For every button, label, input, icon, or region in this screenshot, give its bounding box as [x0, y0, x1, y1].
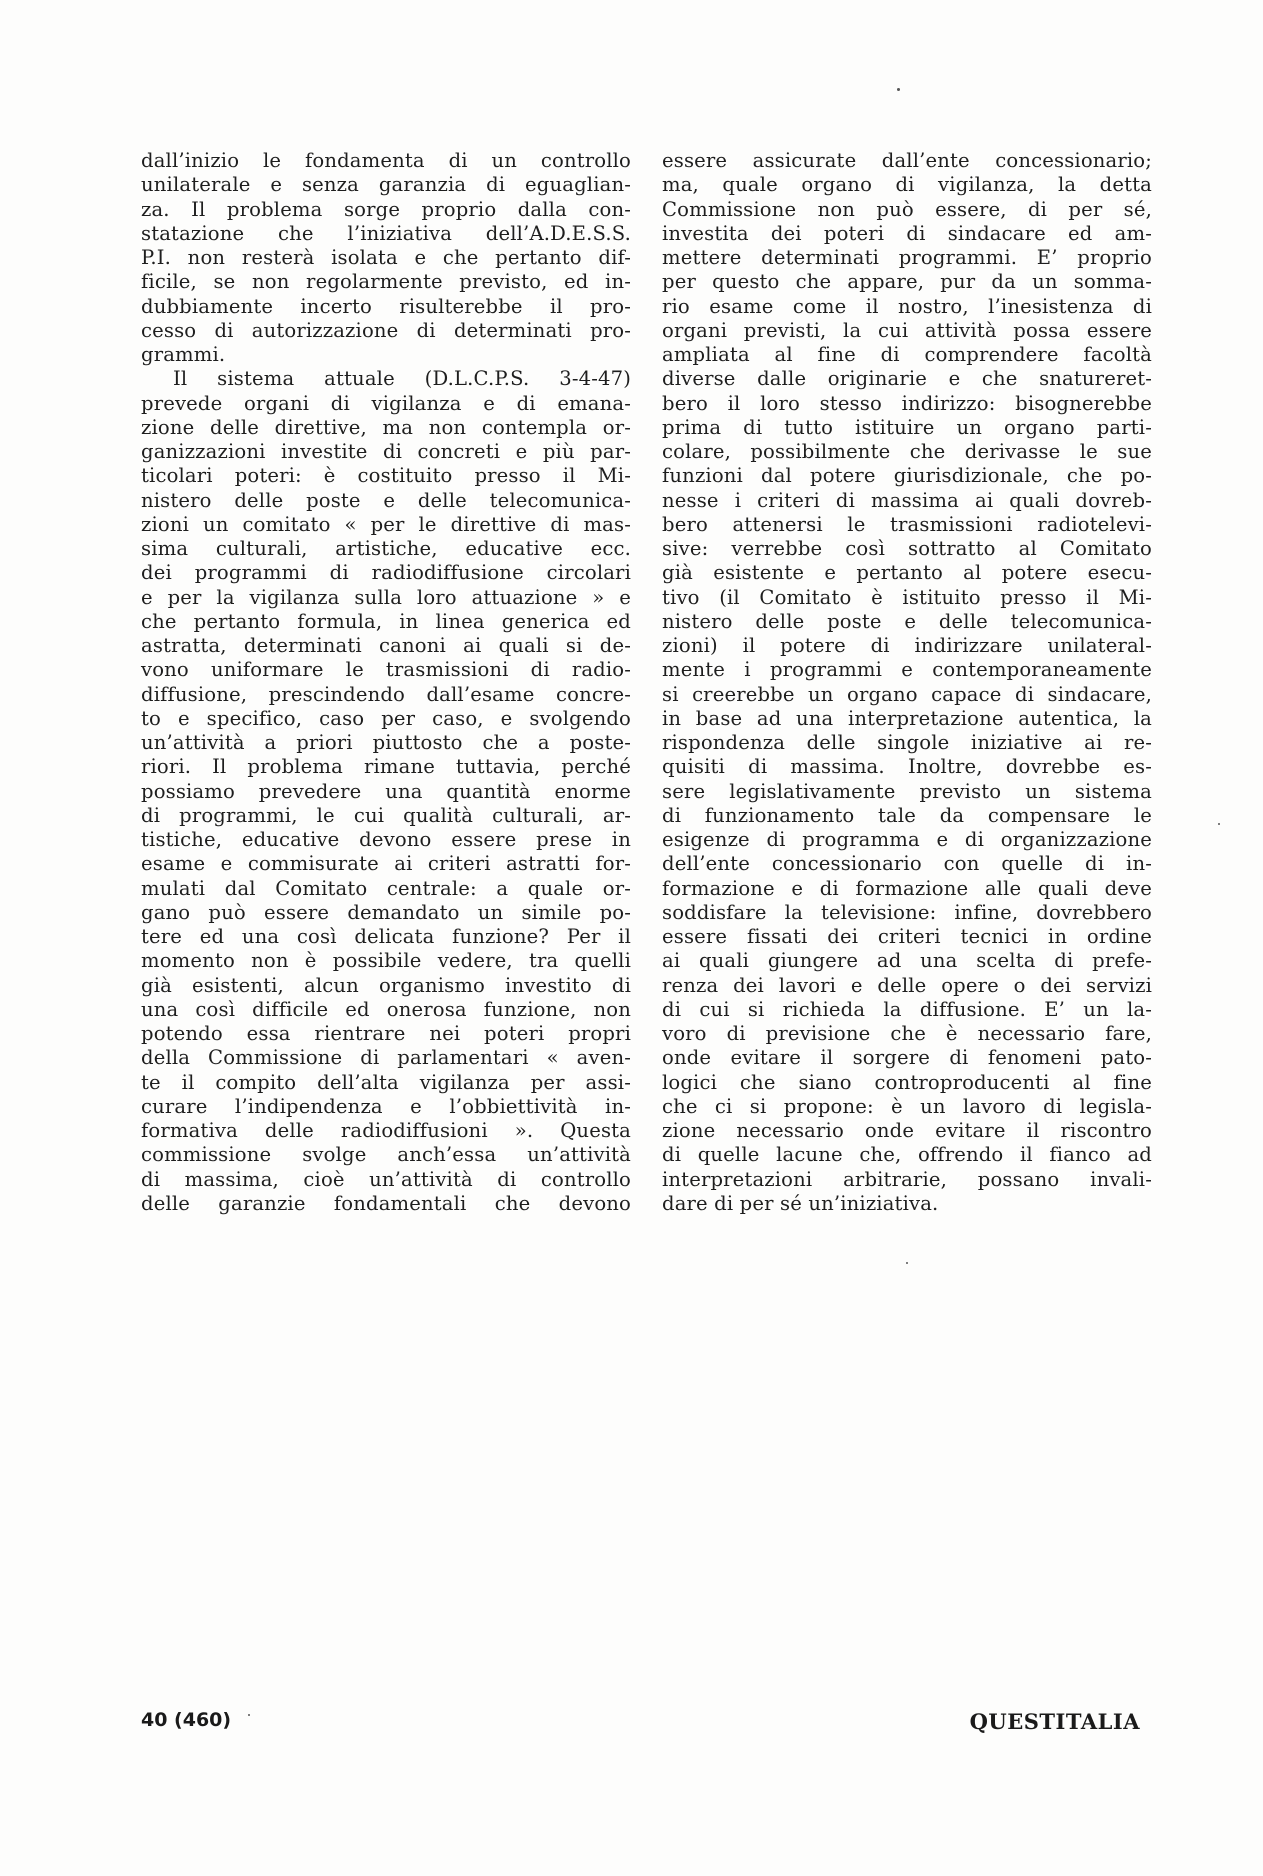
text-line: zioni) il potere di indirizzare unilateral- — [662, 634, 1152, 657]
text-line: rispondenza delle singole iniziative ai re- — [662, 731, 1152, 754]
text-line: già esistenti, alcun organismo investito di — [141, 973, 631, 997]
text-line: nistero delle poste e delle telecomunica- — [662, 609, 1152, 633]
text-line: zione necessario onde evitare il riscontro — [662, 1119, 1152, 1142]
text-line: mulati dal Comitato centrale: a quale or- — [141, 876, 631, 900]
text-line: dubbiamente incerto risulterebbe il pro- — [141, 294, 631, 318]
text-line: essere fissati dei criteri tecnici in ordine — [662, 925, 1152, 948]
text-line: formativa delle radiodiffusioni ». Questa — [141, 1119, 631, 1142]
text-line: nistero delle poste e delle telecomunica- — [141, 488, 631, 512]
text-line: esame e commisurate ai criteri astratti for- — [141, 852, 631, 876]
text-line: momento non è possibile vedere, tra quelli — [141, 949, 631, 973]
scan-speck — [1218, 823, 1220, 825]
text-line: statazione che l’iniziativa dell’A.D.E.S.S. — [141, 221, 631, 245]
text-line: za. Il problema sorge proprio dalla con- — [141, 197, 631, 221]
text-line: rio esame come il nostro, l’inesistenza di — [662, 294, 1152, 318]
text-line: P.I. non resterà isolata e che pertanto dif- — [141, 246, 631, 269]
text-line: che ci si propone: è un lavoro di legisla- — [662, 1094, 1152, 1118]
text-line: per questo che appare, pur da un somma- — [662, 270, 1152, 294]
text-line: astratta, determinati canoni ai quali si de- — [141, 634, 631, 657]
text-line: e per la vigilanza sulla loro attuazione » e — [141, 585, 631, 609]
text-line: dare di per sé un’iniziativa. — [662, 1191, 939, 1215]
text-line: di quelle lacune che, offrendo il fianco ad — [662, 1143, 1152, 1167]
scan-speck — [906, 1262, 908, 1264]
text-line: della Commissione di parlamentari « aven- — [141, 1046, 631, 1070]
text-column-right — [662, 149, 1152, 1216]
text-line: Commissione non può essere, di per sé, — [662, 197, 1152, 221]
text-line: di funzionamento tale da compensare le — [662, 803, 1152, 827]
text-line: onde evitare il sorgere di fenomeni pato- — [662, 1046, 1152, 1070]
text-line: mente i programmi e contemporaneamente — [662, 658, 1152, 682]
text-line: prima di tutto istituire un organo parti- — [662, 415, 1152, 439]
text-line: già esistente e pertanto al potere esecu- — [662, 561, 1152, 585]
scan-speck — [897, 88, 900, 91]
text-line: grammi. — [141, 343, 226, 366]
text-column-left — [141, 149, 631, 1216]
text-line: esigenze di programma e di organizzazione — [662, 828, 1152, 851]
text-line: prevede organi di vigilanza e di emana- — [141, 391, 631, 415]
text-line: diffusione, prescindendo dall’esame concre- — [141, 682, 631, 706]
text-line: ai quali giungere ad una scelta di prefe- — [662, 949, 1152, 973]
text-line: potendo essa rientrare nei poteri propri — [141, 1022, 631, 1045]
text-line: funzioni dal potere giurisdizionale, che po- — [662, 464, 1152, 488]
text-line: tivo (il Comitato è istituito presso il Mi- — [662, 585, 1152, 609]
text-line: possiamo prevedere una quantità enorme — [141, 779, 631, 803]
page-number: 40 (460) — [141, 1709, 232, 1731]
text-line: investita dei poteri di sindacare ed am- — [662, 221, 1152, 245]
text-line: voro di previsione che è necessario fare, — [662, 1022, 1152, 1045]
text-line: renza dei lavori e delle opere o dei servizi — [662, 973, 1152, 997]
text-line: vono uniformare le trasmissioni di radio- — [141, 658, 631, 682]
text-line: mettere determinati programmi. E’ proprio — [662, 246, 1152, 269]
text-line: to e specifico, caso per caso, e svolgendo — [141, 706, 631, 730]
text-line: ficile, se non regolarmente previsto, ed in- — [141, 270, 631, 294]
text-line: tere ed una così delicata funzione? Per il — [141, 925, 631, 948]
text-line: interpretazioni arbitrarie, possano invali- — [662, 1167, 1152, 1191]
text-line: ticolari poteri: è costituito presso il Mi- — [141, 464, 631, 488]
text-line: logici che siano controproducenti al fine — [662, 1070, 1152, 1094]
text-line: formazione e di formazione alle quali deve — [662, 876, 1152, 900]
text-line: delle garanzie fondamentali che devono — [141, 1191, 631, 1215]
text-line: zioni un comitato « per le direttive di mas- — [141, 512, 631, 536]
text-line: riori. Il problema rimane tuttavia, perché — [141, 755, 631, 779]
text-line: Il sistema attuale (D.L.C.P.S. 3-4-47) — [173, 367, 631, 391]
text-line: di massima, cioè un’attività di controllo — [141, 1167, 631, 1191]
text-line: dei programmi di radiodiffusione circolari — [141, 561, 631, 585]
text-line: cesso di autorizzazione di determinati pro- — [141, 318, 631, 342]
scan-speck — [248, 1714, 250, 1716]
text-line: di programmi, le cui qualità culturali, ar- — [141, 803, 631, 827]
text-line: un’attività a priori piuttosto che a poste- — [141, 731, 631, 754]
text-line: dell’ente concessionario con quelle di in- — [662, 852, 1152, 876]
text-line: bero il loro stesso indirizzo: bisognerebbe — [662, 391, 1152, 415]
text-line: zione delle direttive, ma non contempla or- — [141, 415, 631, 439]
text-line: una così difficile ed onerosa funzione, non — [141, 997, 631, 1021]
text-line: essere assicurate dall’ente concessionario; — [662, 149, 1152, 172]
text-line: che pertanto formula, in linea generica ed — [141, 609, 631, 633]
text-line: colare, possibilmente che derivasse le sue — [662, 440, 1152, 463]
text-line: ganizzazioni investite di concreti e più par- — [141, 440, 631, 463]
text-line: curare l’indipendenza e l’obbiettività in- — [141, 1094, 631, 1118]
text-line: di cui si richieda la diffusione. E’ un la- — [662, 997, 1152, 1021]
text-line: gano può essere demandato un simile po- — [141, 900, 631, 924]
text-line: quisiti di massima. Inoltre, dovrebbe es- — [662, 755, 1152, 779]
text-line: commissione svolge anch’essa un’attività — [141, 1143, 631, 1167]
text-line: sere legislativamente previsto un sistema — [662, 779, 1152, 803]
text-line: nesse i criteri di massima ai quali dovreb- — [662, 488, 1152, 512]
magazine-title: QUESTITALIA — [969, 1709, 1140, 1734]
text-line: ampliata al fine di comprendere facoltà — [662, 343, 1152, 366]
text-line: te il compito dell’alta vigilanza per assi- — [141, 1070, 631, 1094]
text-line: bero attenersi le trasmissioni radiotelevi- — [662, 512, 1152, 536]
text-line: sive: verrebbe così sottratto al Comitato — [662, 537, 1152, 560]
text-line: in base ad una interpretazione autentica, la — [662, 706, 1152, 730]
text-line: organi previsti, la cui attività possa essere — [662, 318, 1152, 342]
text-line: soddisfare la televisione: infine, dovrebbero — [662, 900, 1152, 924]
text-line: sima culturali, artistiche, educative ecc. — [141, 537, 631, 560]
text-line: si creerebbe un organo capace di sindacare, — [662, 682, 1152, 706]
text-line: dall’inizio le fondamenta di un controllo — [141, 149, 631, 172]
text-line: ma, quale organo di vigilanza, la detta — [662, 173, 1152, 197]
text-line: unilaterale e senza garanzia di eguaglian- — [141, 173, 631, 197]
text-line: diverse dalle originarie e che snatureret- — [662, 367, 1152, 391]
text-line: tistiche, educative devono essere prese in — [141, 828, 631, 851]
